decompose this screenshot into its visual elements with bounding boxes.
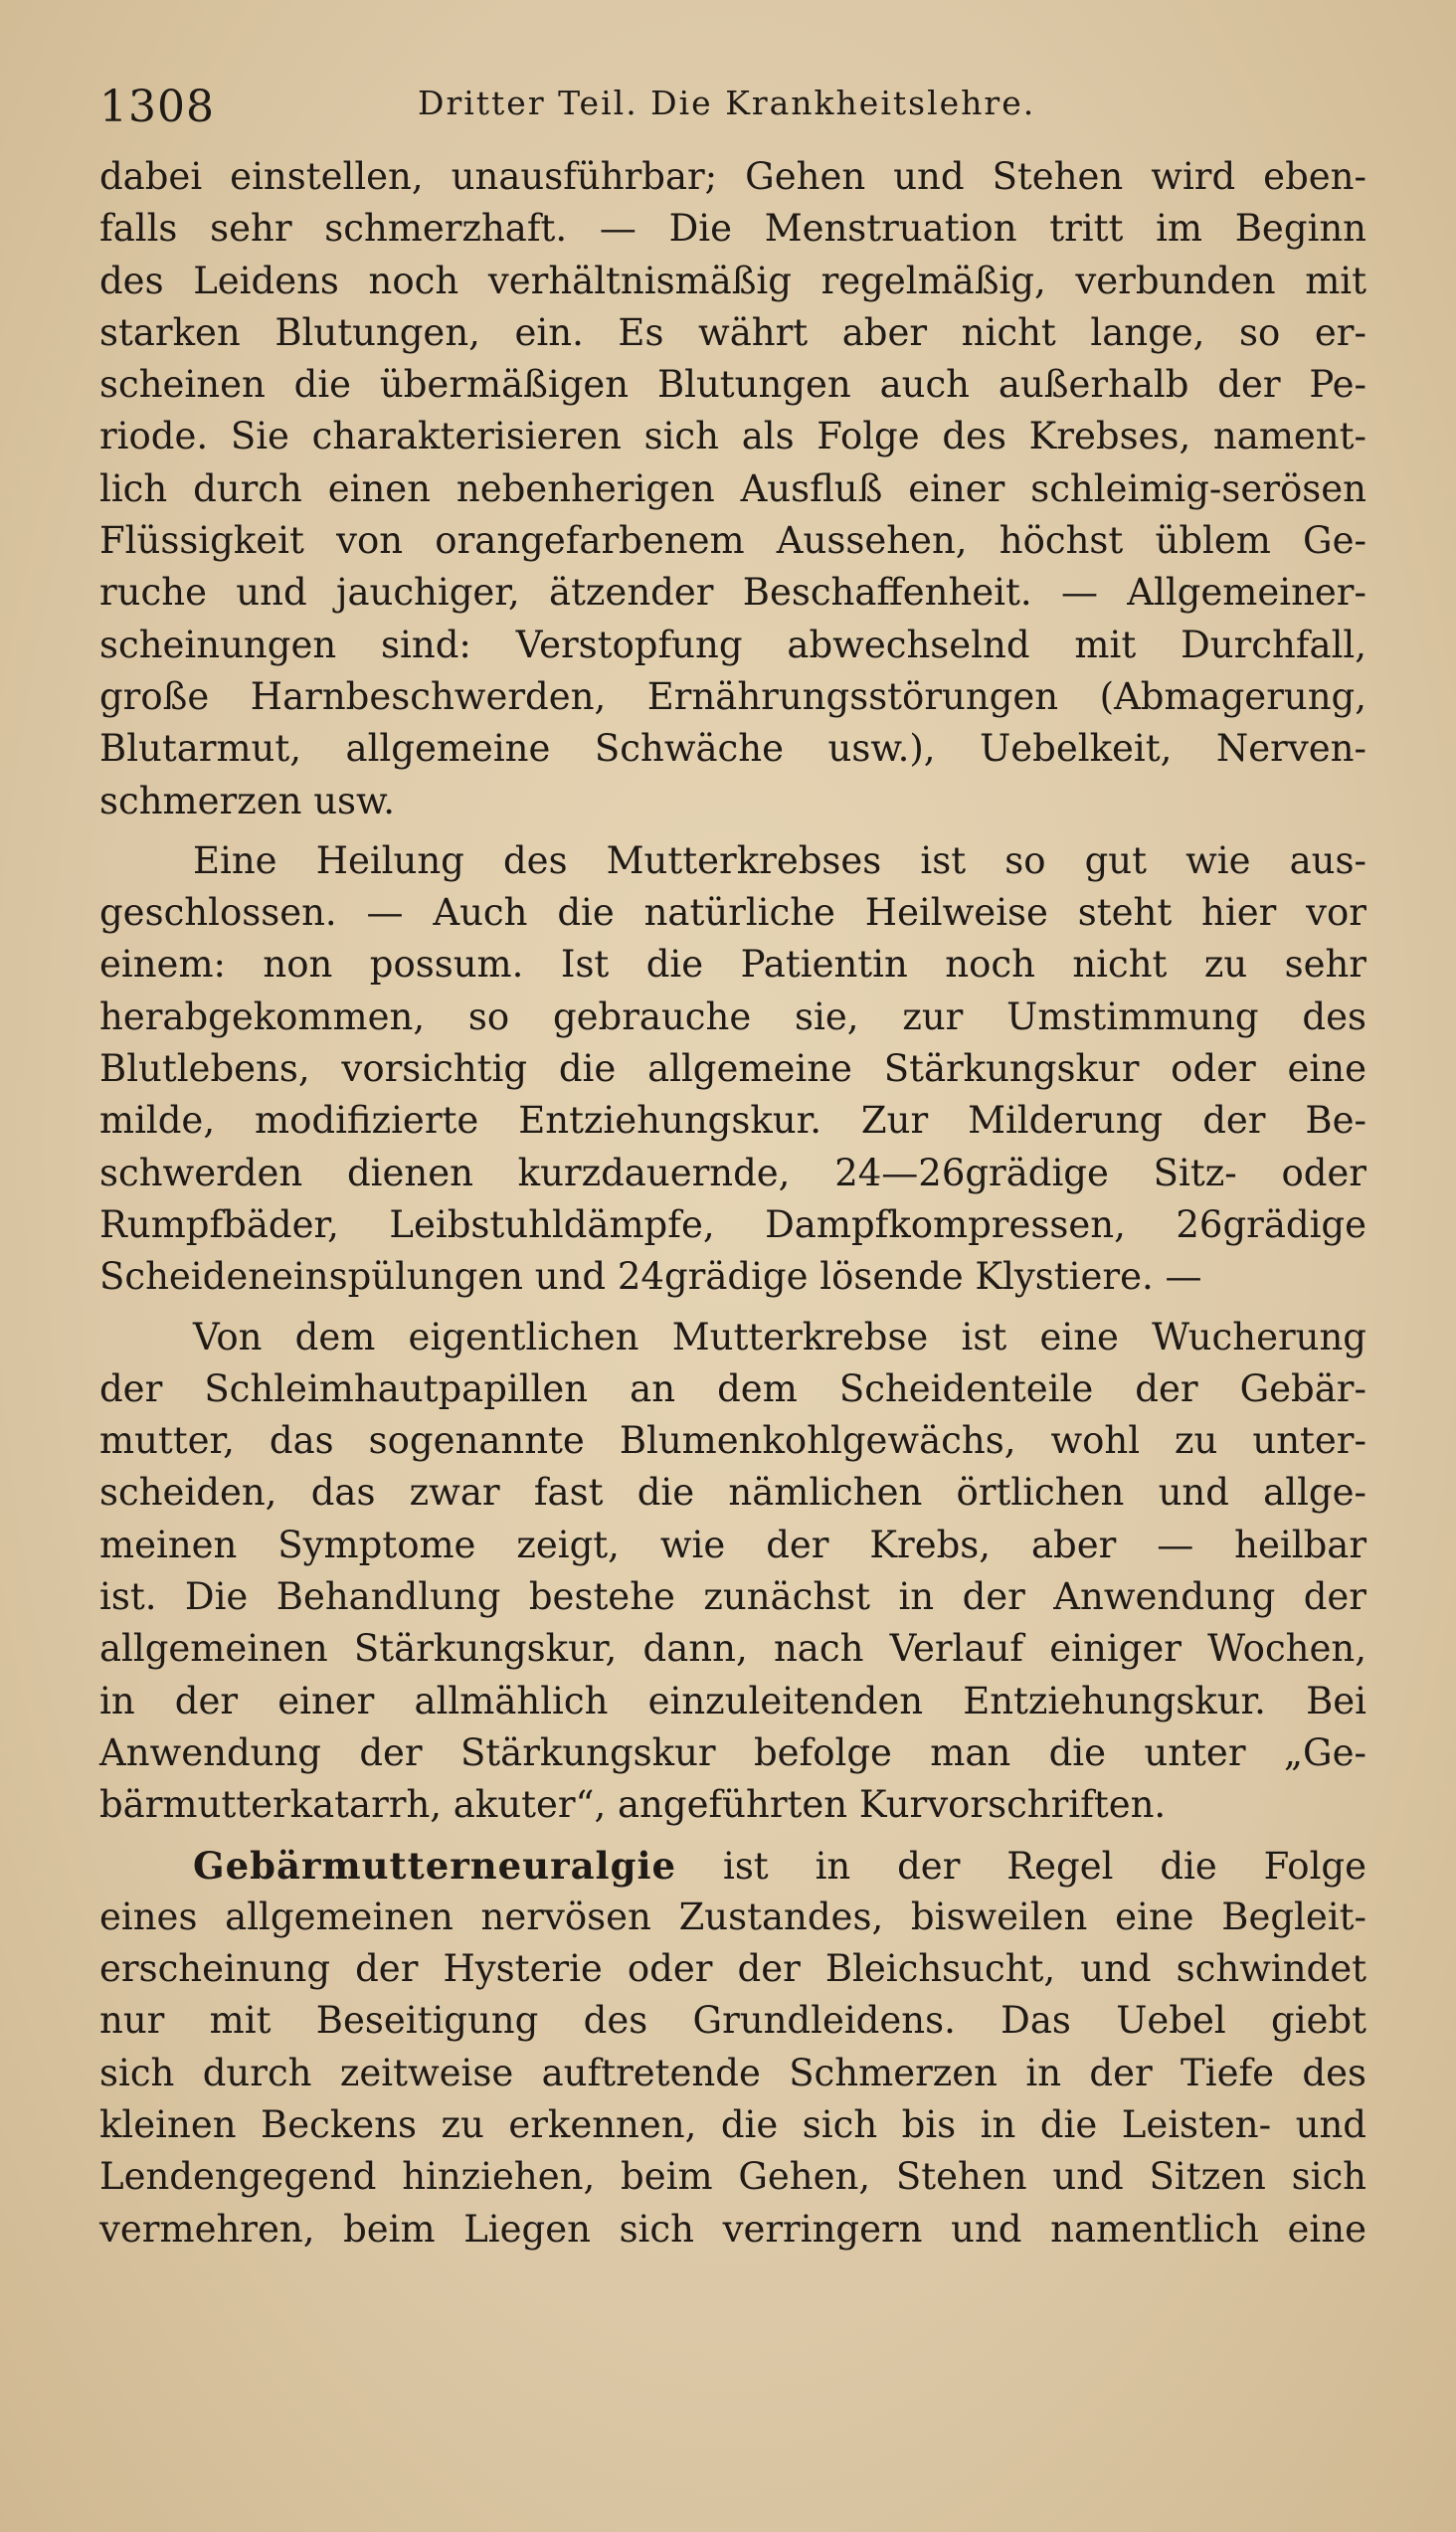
text-line: riode. Sie charakterisieren sich als Folge des Krebses, nament- [99,415,1366,458]
text-line: erscheinung der Hysterie oder der Bleichsucht, und schwindet [99,1947,1366,1991]
paragraph-gap [99,827,1366,835]
text-line: allgemeinen Stärkungskur, dann, nach Verlauf einiger Wochen, [99,1627,1366,1671]
text-line: Blutarmut, allgemeine Schwäche usw.), Uebelkeit, Nerven- [99,727,1366,771]
text-line: der Schleimhautpapillen an dem Scheidenteile der Gebär- [99,1366,1366,1410]
text-line: falls sehr schmerzhaft. — Die Menstruation tritt im Beginn [99,207,1366,251]
text-line: geschlossen. — Auch die natürliche Heilweise steht hier vor [99,891,1366,935]
text-line: scheiden, das zwar fast die nämlichen örtlichen und allge- [99,1471,1366,1515]
text-line: ruche und jauchiger, ätzender Beschaffenheit. — Allgemeiner- [99,571,1366,615]
text-line: dabei einstellen, unausführbar; Gehen und Stehen wird eben- [99,155,1366,198]
text-line: nur mit Beseitigung des Grundleidens. Das Uebel giebt [99,1999,1366,2043]
body-text [99,151,1366,2256]
text-line: sich durch zeitweise auftretende Schmerzen in der Tiefe des [99,2051,1366,2094]
paragraph [99,1840,1366,2256]
text-line: Blutlebens, vorsichtig die allgemeine Stärkungskur oder eine [99,1047,1366,1091]
text-line: bärmutterkatarrh, akuter“, angeführten Kurvorschriften. [99,1783,1167,1827]
text-line: ist. Die Behandlung bestehe zunächst in der Anwendung der [99,1575,1366,1619]
text-line: in der einer allmählich einzuleitenden Entziehungskur. Bei [99,1679,1366,1722]
text-line: Von dem eigentlichen Mutterkrebse ist eine Wucherung [193,1315,1366,1358]
text-line: milde, modifizierte Entziehungskur. Zur Milderung der Be- [99,1099,1366,1143]
text-line: einem: non possum. Ist die Patientin noch nicht zu sehr [99,943,1366,987]
paragraph [99,835,1366,1304]
text-line: große Harnbeschwerden, Ernährungsstörungen (Abmagerung, [99,674,1366,718]
text-line: schwerden dienen kurzdauernde, 24—26grädige Sitz- oder [99,1151,1366,1194]
text-line: lich durch einen nebenherigen Ausfluß einer schleimig-serösen [99,466,1366,510]
running-head: Dritter Teil. Die Krankheitslehre. [418,84,1036,122]
page-header [99,72,1366,151]
section-term: Gebärmutterneuralgie [193,1843,677,1888]
text-line: des Leidens noch verhältnismäßig regelmäßig, verbunden mit [99,259,1366,302]
text-line: schmerzen usw. [99,779,396,822]
text-line: mutter, das sogenannte Blumenkohlgewächs, wohl zu unter- [99,1419,1366,1463]
text-line [99,1840,1366,1892]
text-line: scheinungen sind: Verstopfung abwechselnd mit Durchfall, [99,623,1366,666]
text-line: herabgekommen, so gebrauche sie, zur Umstimmung des [99,995,1366,1038]
text-line: Flüssigkeit von orangefarbenem Aussehen, höchst üblem Ge- [99,519,1366,563]
paragraph-gap [99,1832,1366,1840]
text-run: ist in der Regel die Folge [722,1844,1367,1888]
text-line: starken Blutungen, ein. Es währt aber nicht lange, so er- [99,310,1366,354]
paragraph [99,1312,1366,1832]
text-line: Eine Heilung des Mutterkrebses ist so gut wie aus- [193,838,1366,882]
text-line: Anwendung der Stärkungskur befolge man die unter „Ge- [99,1730,1366,1774]
text-line: eines allgemeinen nervösen Zustandes, bisweilen eine Begleit- [99,1895,1366,1938]
text-line: Lendengegend hinziehen, beim Gehen, Stehen und Sitzen sich [99,2155,1366,2199]
text-line: Scheideneinspülungen und 24grädige lösende Klystiere. — [99,1255,1202,1299]
text-line: meinen Symptome zeigt, wie der Krebs, aber — heilbar [99,1523,1366,1566]
text-line: vermehren, beim Liegen sich verringern und namentlich eine [99,2207,1366,2251]
text-line: kleinen Beckens zu erkennen, die sich bis in die Leisten- und [99,2102,1366,2146]
page-number: 1308 [99,82,215,132]
paragraph-gap [99,1304,1366,1312]
text-line: Rumpfbäder, Leibstuhldämpfe, Dampfkompressen, 26grädige [99,1202,1366,1246]
paragraph [99,151,1366,827]
text-line: scheinen die übermäßigen Blutungen auch außerhalb der Pe- [99,363,1366,407]
